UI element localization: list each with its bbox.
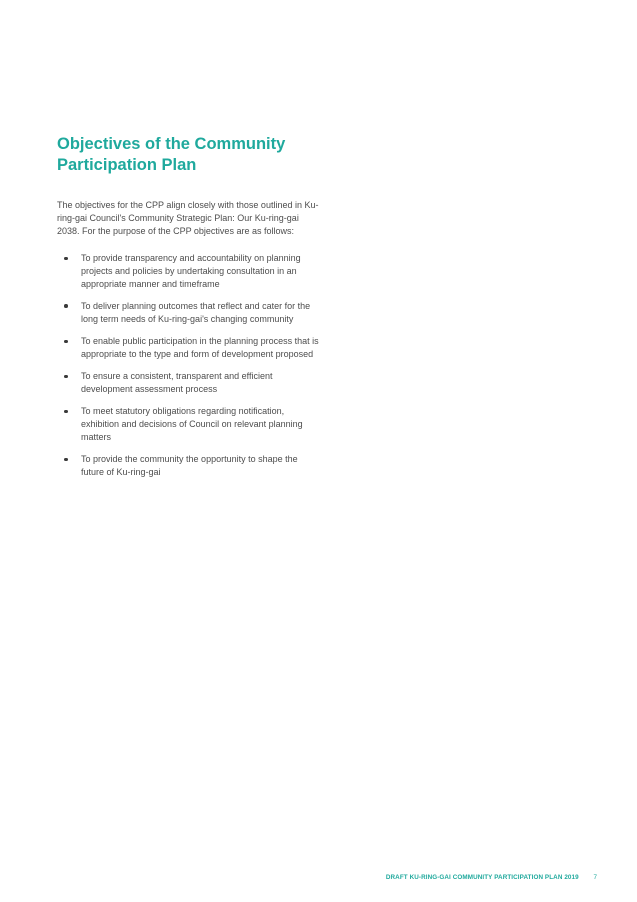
bullet-icon [64, 257, 68, 261]
page-footer [386, 874, 597, 882]
objective-text: To ensure a consistent, transparent and efficient development assessment process [81, 371, 273, 394]
objective-item [57, 252, 319, 290]
bullet-icon [64, 340, 68, 344]
footer-document-title: DRAFT KU-RING-GAI COMMUNITY PARTICIPATION PLAN 2019 [385, 874, 579, 881]
bullet-icon [64, 375, 68, 379]
objective-text: To provide the community the opportunity to shape the future of Ku-ring-gai [81, 454, 298, 477]
bullet-icon [64, 410, 68, 414]
objectives-list [57, 252, 319, 488]
objective-text: To enable public participation in the planning process that is appropriate to the type and form of development proposed [81, 335, 319, 359]
objective-item [57, 405, 319, 443]
section-heading: Objectives of the Community Participation Plan [57, 135, 286, 174]
objective-item [57, 453, 319, 479]
objective-text: To meet statutory obligations regarding notification, exhibition and decisions of Council on relevant planning matters [81, 406, 303, 442]
objective-item [57, 300, 319, 326]
bullet-icon [64, 304, 68, 308]
objective-item [57, 335, 319, 361]
objective-text: To provide transparency and accountability on planning projects and policies by undertaking consultation in an appropriate manner and timeframe [81, 253, 301, 289]
page-number: 7 [593, 874, 597, 881]
objective-item [57, 370, 319, 396]
intro-paragraph: The objectives for the CPP align closely with those outlined in Ku-ring-gai Council's Community Strategic Plan: Our Ku-ring-gai 2038. For the purpose of the CPP objectives are as follows: [57, 200, 319, 236]
objective-text: To deliver planning outcomes that reflect and cater for the long term needs of Ku-ring-gai's changing community [81, 300, 311, 324]
bullet-icon [64, 458, 68, 462]
